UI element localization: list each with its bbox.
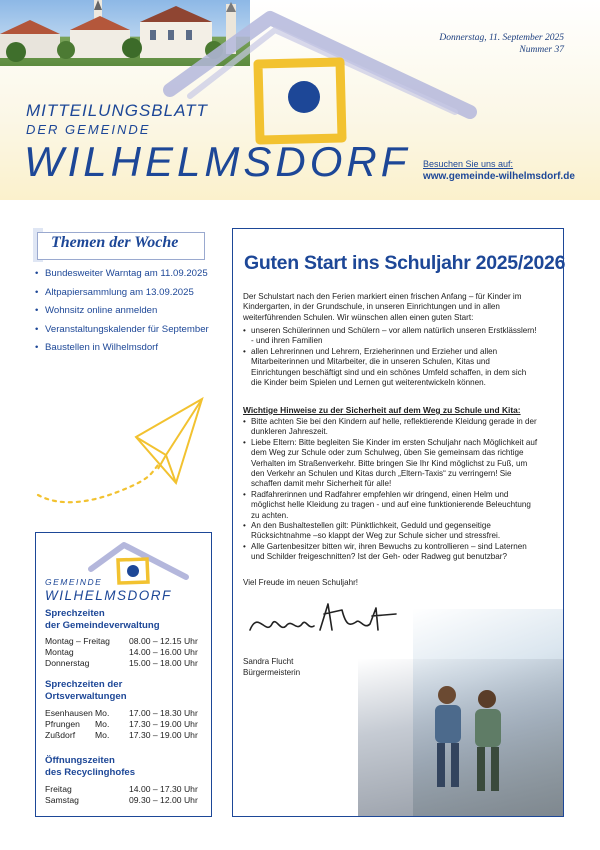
contact-row: Montag – Freitag 08.00 – 12.15 Uhr — [45, 636, 198, 646]
masthead-line1: MITTEILUNGSBLATT — [26, 101, 208, 120]
contact-row: Montag 14.00 – 16.00 Uhr — [45, 647, 198, 657]
themen-list — [35, 268, 210, 361]
article-wishes — [243, 326, 539, 388]
signature-icon — [246, 596, 406, 646]
website-link[interactable]: www.gemeinde-wilhelmsdorf.de — [423, 171, 575, 182]
issue-info — [439, 32, 564, 56]
contact-row: Esenhausen Mo. 17.00 – 18.30 Uhr — [45, 708, 198, 718]
contact-row: Samstag 09.30 – 12.00 Uhr — [45, 795, 198, 805]
themen-item[interactable]: • Veranstaltungskalender für September — [35, 324, 210, 337]
themen-item[interactable]: • Bundesweiter Warntag am 11.09.2025 — [35, 268, 210, 281]
safety-item: • An den Bushaltestellen gilt: Pünktlichkeit, Geduld und gegenseitige Rücksichtnahme –so klappt der Weg zur Schule sicher und stressfrei. — [243, 521, 539, 542]
wish-item: • allen Lehrerinnen und Lehrern, Erzieherinnen und Erzieher und allen Mitarbeiterinnen und Mitarbeiter, die in unseren Schulen, Kitas und Einrichtungen beschäftigt sind und ein schönes Umfeld schaffen, in dem sich die Kinder beim Spielen und Lernen gut weiterentwickeln können. — [243, 347, 539, 389]
signer-role: Bürgermeisterin — [243, 667, 301, 677]
signer-name: Sandra Flucht — [243, 657, 294, 666]
safety-heading: Wichtige Hinweise zu der Sicherheit auf dem Weg zu Schule und Kita: — [243, 405, 521, 415]
contact-logo-gemeinde: GEMEINDE — [45, 577, 103, 587]
safety-item: • Radfahrerinnen und Radfahrer empfehlen wir dringend, einen Helm und möglichst helle Kleidung zu tragen - und auf eine funktionierende Beleuchtung zu achten. — [243, 490, 539, 521]
contact-row: Pfrungen Mo. 17.30 – 19.00 Uhr — [45, 719, 198, 729]
signer-block — [243, 657, 300, 678]
safety-item: • Alle Gartenbesitzer bitten wir, ihren Bewuchs zu kontrollieren – sind Laternen und Schilder freigeschnitten? Ist der Geh- oder Radweg gut benutzbar? — [243, 542, 539, 563]
paper-plane-icon — [30, 395, 210, 515]
themen-item[interactable]: • Wohnsitz online anmelden — [35, 305, 210, 318]
wish-item: • unseren Schülerinnen und Schülern – vor allem natürlich unseren Erstklässlern! - und ihren Familien — [243, 326, 539, 347]
themen-title: Themen der Woche — [51, 234, 179, 251]
safety-item: • Bitte achten Sie bei den Kindern auf helle, reflektierende Kleidung gerade in der dunkleren Jahreszeit. — [243, 417, 539, 438]
visit-label: Besuchen Sie uns auf: — [423, 159, 514, 169]
contact-section1-title: Sprechzeiten der Gemeindeverwaltung — [45, 608, 160, 631]
article-title: Guten Start ins Schuljahr 2025/2026 — [244, 252, 566, 274]
contact-row: Donnerstag 15.00 – 18.00 Uhr — [45, 658, 198, 668]
themen-item[interactable]: • Altpapiersammlung am 13.09.2025 — [35, 287, 210, 300]
issue-number: Nummer 37 — [519, 45, 564, 55]
masthead-title: WILHELMSDORF — [24, 138, 411, 185]
article-closing: Viel Freude im neuen Schuljahr! — [243, 578, 359, 587]
contact-section2-title: Sprechzeiten der Ortsverwaltungen — [45, 679, 127, 702]
contact-row: Zußdorf Mo. 17.30 – 19.00 Uhr — [45, 730, 198, 740]
children-walking-icon — [403, 669, 523, 809]
themen-item[interactable]: • Baustellen in Wilhelmsdorf — [35, 342, 210, 355]
article-intro: Der Schulstart nach den Ferien markiert einen frischen Anfang – für Kinder im Kindergarten, in der Grundschule, in unseren Einrichtungen und in allen weiterführenden Schulen. Wir wünschen allen einen guten Start: — [243, 292, 522, 322]
issue-date: Donnerstag, 11. September 2025 — [439, 33, 564, 43]
contact-logo-name: WILHELMSDORF — [45, 588, 172, 603]
contact-row: Freitag 14.00 – 17.30 Uhr — [45, 784, 198, 794]
safety-list — [243, 417, 539, 563]
contact-section3-title: Öffnungszeiten des Recyclinghofes — [45, 755, 136, 778]
masthead-line2: DER GEMEINDE — [26, 122, 151, 137]
safety-item: • Liebe Eltern: Bitte begleiten Sie Kinder im ersten Schuljahr nach Möglichkeit auf dem Weg zur Schule oder zum Schulweg, üben Sie gemeinsam das richtige Verhalten im Straßenverkehr. Bitte bringen Sie Ihr Kind möglichst zu Fuß, um den Verkehr an Schulen und Kitas durch „Eltern-Taxis“ zu verringern! Sie schaffen damit mehr Sicherheit für alle! — [243, 438, 539, 490]
